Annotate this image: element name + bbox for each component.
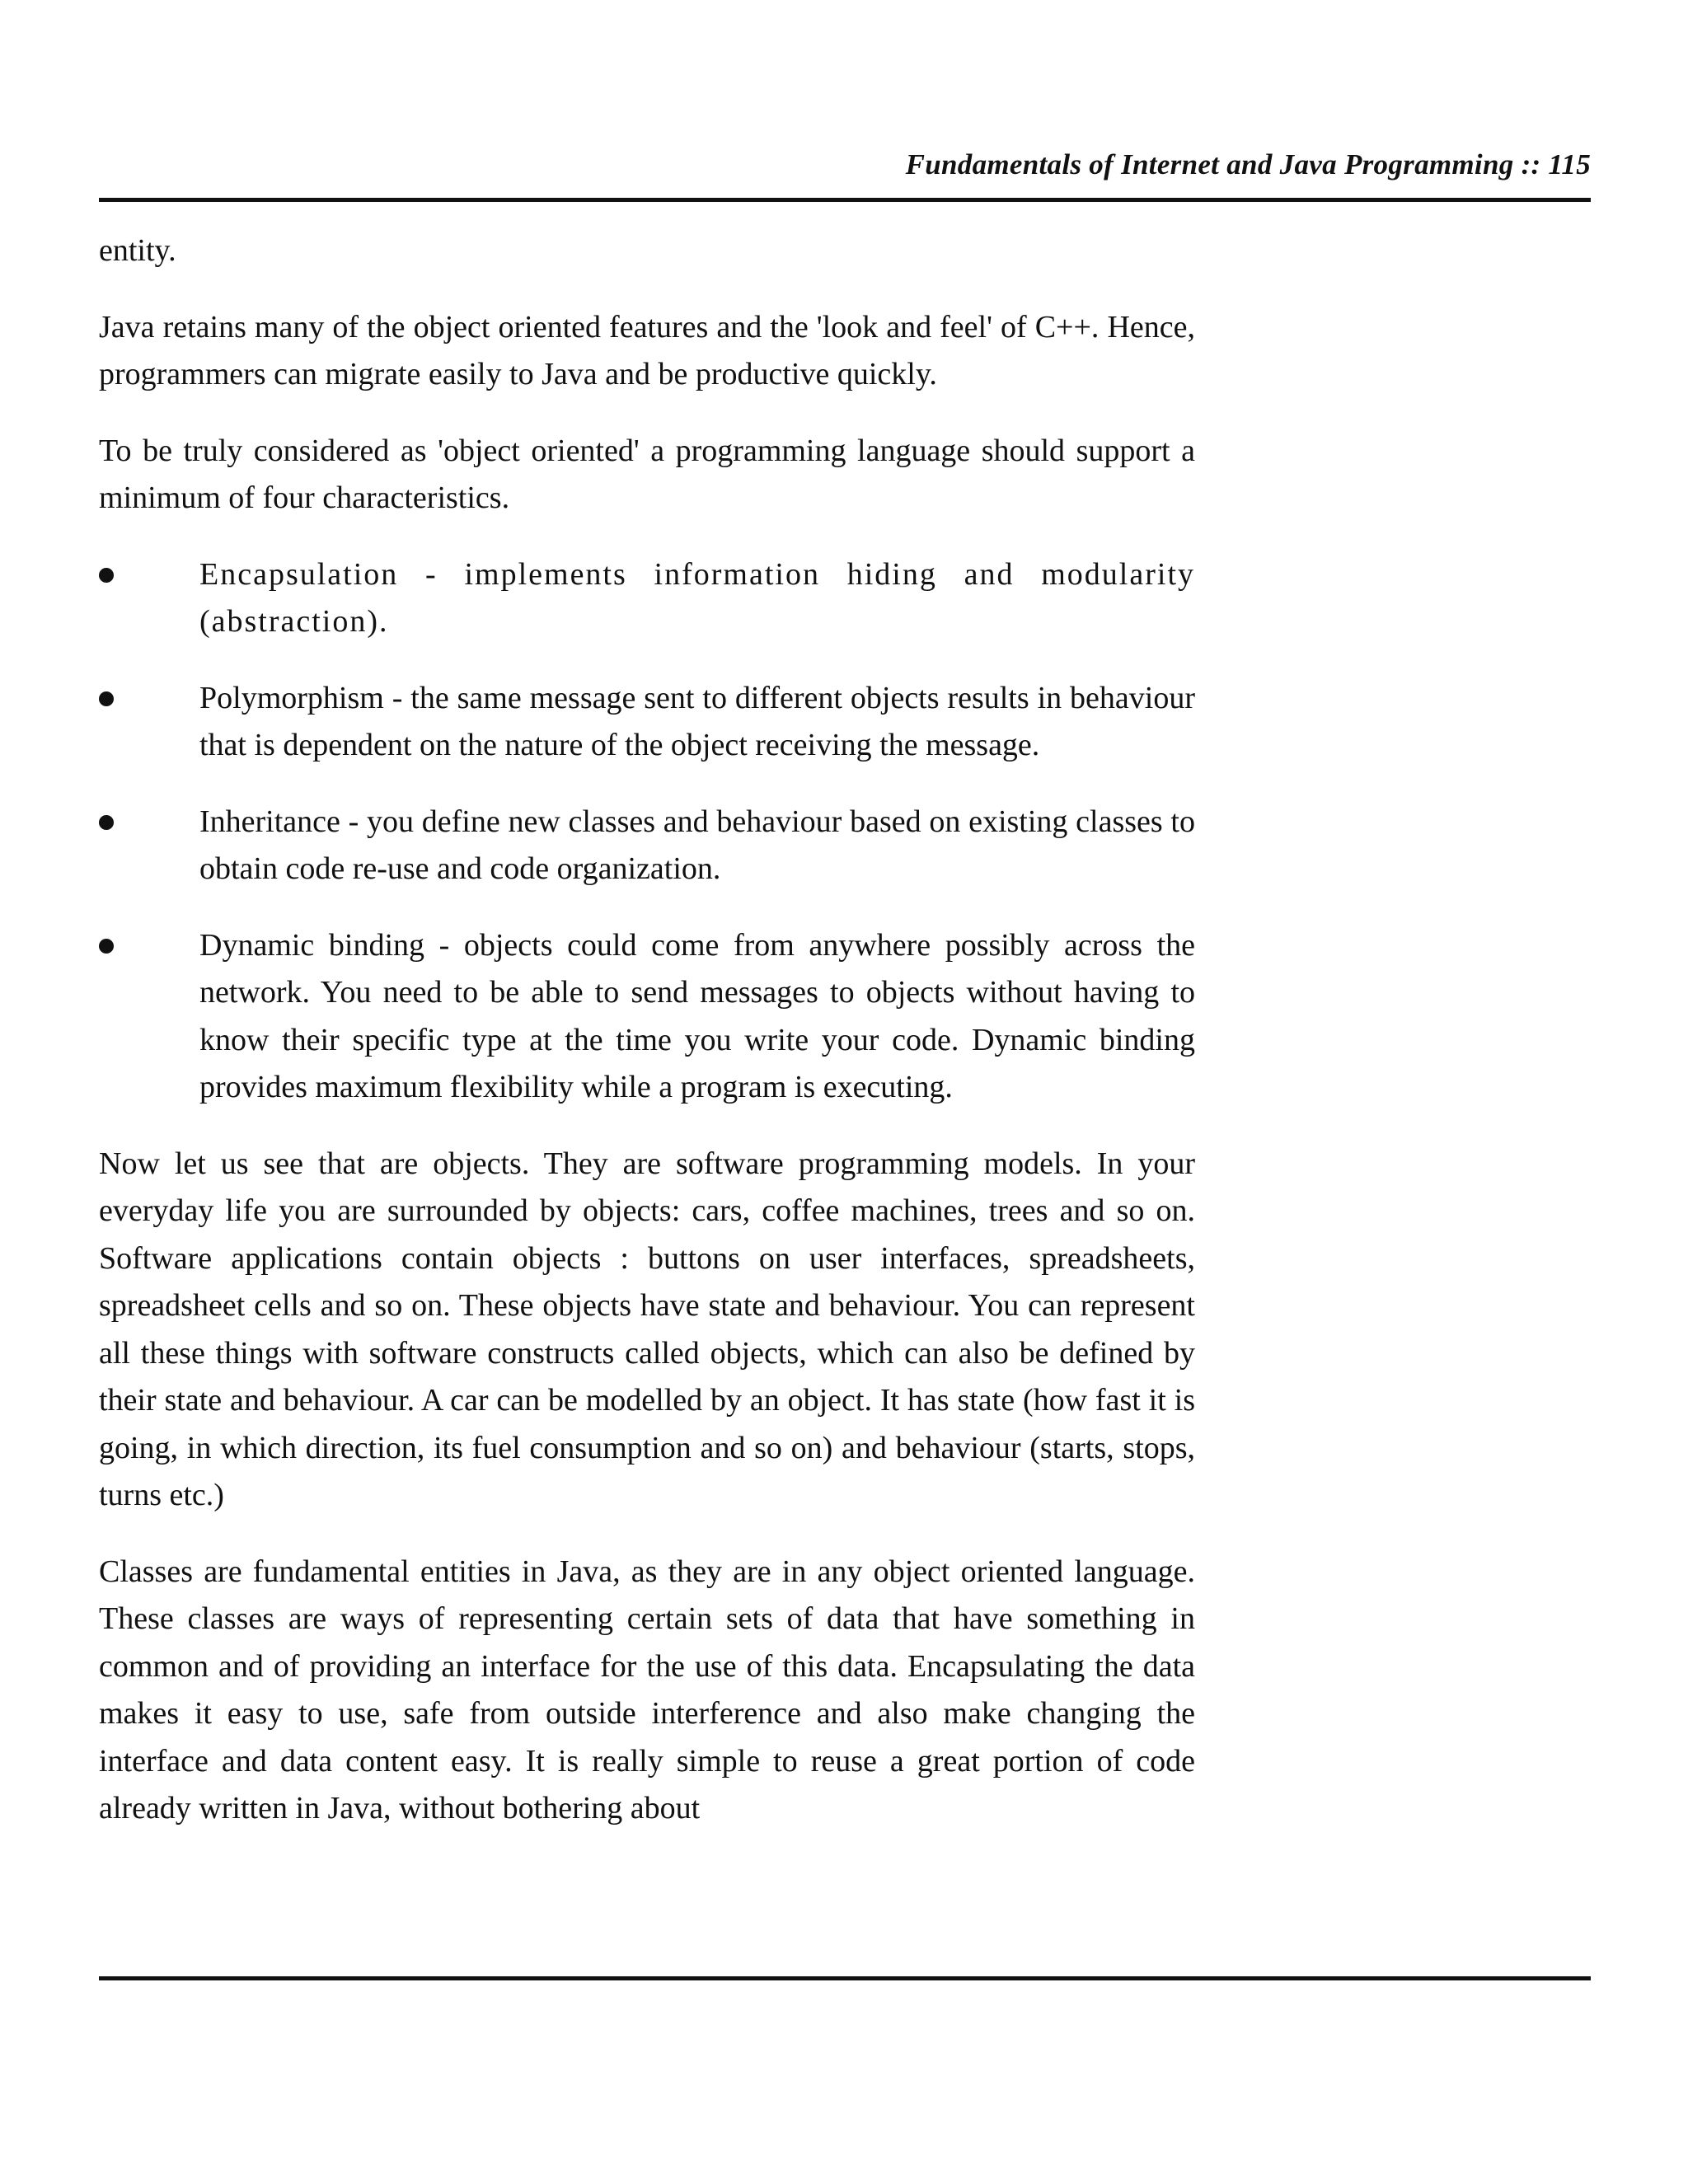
bullet-icon [99, 691, 114, 706]
bullet-icon [99, 939, 114, 954]
paragraph-java-retains: Java retains many of the object oriented features and the 'look and feel' of C++. Hence, programmers can migrate easily to Java and be productive quickly. [99, 309, 1195, 391]
paragraph-entity: entity. [99, 233, 176, 268]
page-body [99, 227, 1195, 1862]
list-item-text: Dynamic binding - objects could come from anywhere possibly across the network. You need to be able to send messages to objects without having to know their specific type at the time you write your code. Dynamic binding provides maximum flexibility while a program is executing. [199, 927, 1195, 1104]
paragraph-object-oriented: To be truly considered as 'object oriented' a programming language should support a minimum of four characteristics. [99, 433, 1195, 515]
paragraph-classes: Classes are fundamental entities in Java, as they are in any object oriented language. These classes are ways of representing certain sets of data that have something in common and of providing an interface for the use of this data. Encapsulating the data makes it easy to use, safe from outside interference and also make changing the interface and data content easy. It is really simple to reuse a great portion of code already written in Java, without bothering about [99, 1554, 1195, 1825]
list-item-polymorphism [99, 675, 1195, 770]
bullet-icon [99, 815, 114, 830]
paragraph-objects: Now let us see that are objects. They are software programming models. In your everyday life you are surrounded by objects: cars, coffee machines, trees and so on. Software applications contain objects : buttons on user interfaces, spreadsheets, spreadsheet cells and so on. These objects have state and behaviour. You can represent all these things with software constructs called objects, which can also be defined by their state and behaviour. A car can be modelled by an object. It has state (how fast it is going, in which direction, its fuel consumption and so on) and behaviour (starts, stops, turns etc.) [99, 1146, 1195, 1512]
bullet-icon [99, 568, 114, 583]
list-item-inheritance [99, 799, 1195, 893]
list-item-text: Encapsulation - implements information hiding and modularity (abstraction). [199, 556, 1195, 639]
footer-rule [99, 1976, 1591, 1980]
header-rule [99, 198, 1591, 202]
list-item-dynamic-binding [99, 922, 1195, 1112]
list-item-encapsulation [99, 551, 1195, 646]
list-item-text: Polymorphism - the same message sent to different objects results in behaviour that is dependent on the nature of the object receiving the message. [199, 680, 1195, 762]
running-header: Fundamentals of Internet and Java Programming :: 115 [905, 148, 1591, 180]
characteristics-list [99, 551, 1195, 1112]
list-item-text: Inheritance - you define new classes and behaviour based on existing classes to obtain code re-use and code organization. [199, 804, 1195, 886]
